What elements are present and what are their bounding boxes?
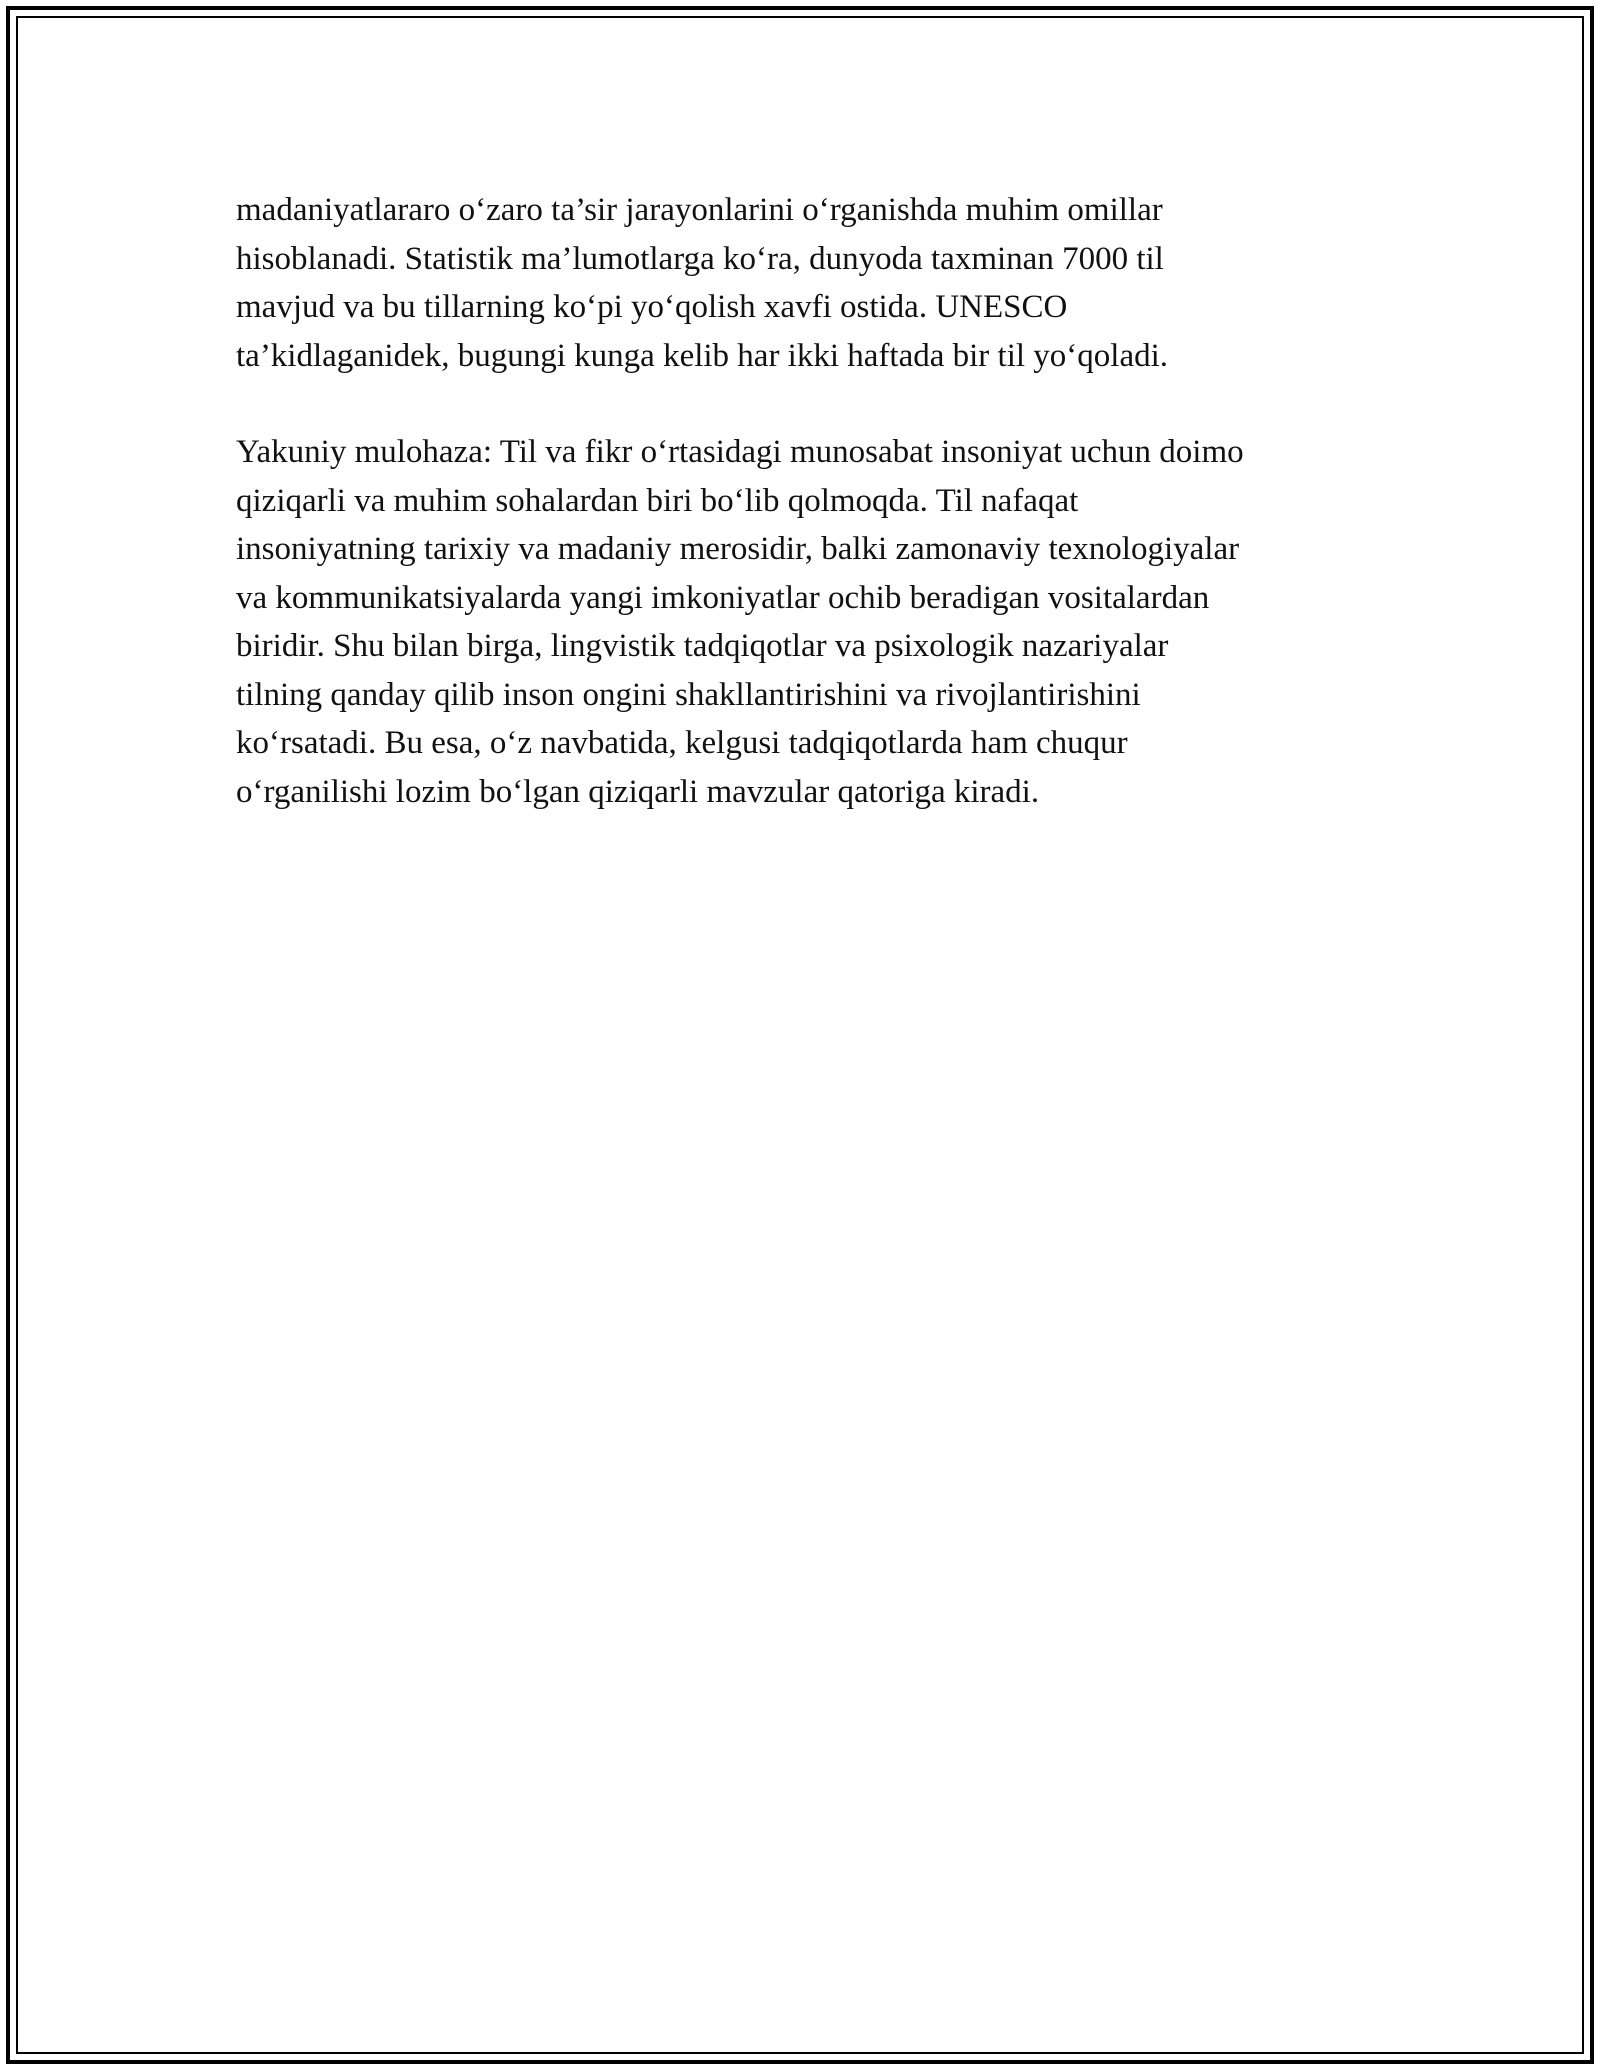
text-line: ko‘rsatadi. Bu esa, o‘z navbatida, kelgusi tadqiqotlarda ham chuqur [236, 725, 1128, 761]
text-line: va kommunikatsiyalarda yangi imkoniyatlar ochib beradigan vositalardan [236, 579, 1210, 616]
text-line: ta’kidlaganidek, bugungi kunga kelib har ikki haftada bir til yo‘qoladi. [236, 337, 1169, 374]
paragraph-conclusion [236, 428, 1366, 816]
text-line: insoniyatning tarixiy va madaniy merosidir, balki zamonaviy texnologiyalar [236, 531, 1240, 567]
text-line: madaniyatlararo o‘zaro ta’sir jarayonlarini o‘rganishda muhim omillar [236, 192, 1163, 228]
text-line: biridir. Shu bilan birga, lingvistik tadqiqotlar va psixologik nazariyalar [236, 628, 1169, 664]
paragraph-statistics [236, 186, 1366, 380]
text-line: mavjud va bu tillarning ko‘pi yo‘qolish xavfi ostida. UNESCO [236, 289, 1068, 325]
text-line: Yakuniy mulohaza: Til va fikr o‘rtasidagi munosabat insoniyat uchun doimo [236, 434, 1244, 470]
text-line: o‘rganilishi lozim bo‘lgan qiziqarli mavzular qatoriga kiradi. [236, 773, 1040, 810]
document-body [236, 186, 1366, 816]
text-line: qiziqarli va muhim sohalardan biri bo‘lib qolmoqda. Til nafaqat [236, 482, 1079, 519]
text-line: hisoblanadi. Statistik ma’lumotlarga ko‘ra, dunyoda taxminan 7000 til [236, 240, 1164, 277]
text-line: tilning qanday qilib inson ongini shakllantirishini va rivojlantirishini [236, 676, 1141, 713]
